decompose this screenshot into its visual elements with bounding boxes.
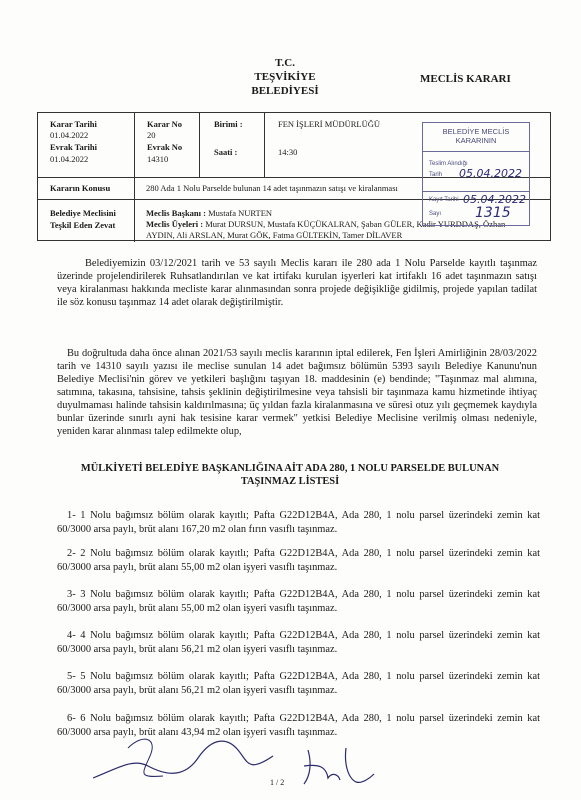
stamp-kayit-date: 05.04.2022	[463, 193, 526, 206]
stamp-teslim-date: 05.04.2022	[459, 167, 522, 180]
list-item: 5- 5 Nolu bağımsız bölüm olarak kayıtlı; Pafta G22D12B4A, Ada 280, 1 nolu parsel üzerindeki zemin kat 60/3000 arsa paylı, brüt alanı 56,21 m2 olan işyeri vasıflı taşınmaz.	[57, 671, 540, 696]
list-title: MÜLKİYETİ BELEDİYE BAŞKANLIĞINA AİT ADA 280, 1 NOLU PARSELDE BULUNAN	[80, 463, 500, 474]
karar-tarihi-label: Karar Tarihi	[50, 119, 97, 129]
birimi-value: FEN İŞLERİ MÜDÜRLÜĞÜ	[278, 119, 380, 129]
list-title-2: TAŞINMAZ LİSTESİ	[240, 476, 340, 487]
stamp-sayi: 1315	[475, 205, 511, 221]
karar-no-value: 20	[147, 130, 156, 140]
karar-tarihi-value: 01.04.2022	[50, 130, 89, 140]
stamp-kayit-label: Kayıt Tarihi	[429, 197, 459, 203]
list-item: 3- 3 Nolu bağımsız bölüm olarak kayıtlı; Pafta G22D12B4A, Ada 280, 1 nolu parsel üzerindeki zemin kat 60/3000 arsa paylı, brüt alanı 55,00 m2 olan işyeri vasıflı taşınmaz.	[57, 589, 540, 614]
stamp-divider	[423, 151, 529, 152]
registry-stamp	[422, 122, 530, 226]
signature-right	[298, 744, 378, 788]
header-tc: T.C.	[275, 57, 295, 69]
stamp-title-2: KARARININ	[455, 136, 497, 145]
meclis-label-2: Teşkil Eden Zevat	[50, 220, 116, 230]
evrak-no-value: 14310	[147, 154, 169, 164]
evrak-tarihi-value: 01.04.2022	[50, 154, 89, 164]
paragraph-2: Bu doğrultuda daha önce alınan 2021/53 sayılı meclis kararının iptal edilerek, Fen İşleri Amirliğinin 28/03/2022 tarih ve 14310 sayılı yazısı ile meclise sunulan 14 adet bağımsız bölümün 5393 sayılı Belediye Kanunu'nun Belediye Meclisi'nin görev ve yetkileri başlığını taşıyan 18. maddesinin (e) bendinde; "Taşınmaz mal alımına, satımına, takasına, tahsisine, tahsis şeklinin değiştirilmesine veya tahsisli bir taşınmaza kamu hizmetinde ihtiyaç duyulmaması halinde tahsisin kaldırılmasına; üç yıldan fazla kiralanmasına ve süresi otuz yılı geçmemek kaydıyla bunlar üzerinde sınırlı ayni hak tesisine karar vermek" yetkisi Belediye Meclisine verilmiş olması nedeniyle, yeniden karar alınması talep edilmekte olup,	[57, 348, 537, 437]
konu-label: Kararın Konusu	[50, 183, 111, 193]
paragraph-1: Belediyemizin 03/12/2021 tarih ve 53 sayılı Meclis kararı ile 280 ada 1 Nolu Parselde kayıtlı taşınmaz üzerinde projelendirilerek Ruhsatlandırılan ve kat irtifakı kurulan işyerleri kat irtifaklı 16 adet taşınmazın satışı veya kiralanması hakkında mecliste karar alınmasından sonra projede değişikliğe gidilmiş, projede yapılan tadilat ile söz konusu taşınmaz 14 adet olarak değiştirilmiştir.	[57, 258, 537, 308]
uyeler-label: Meclis Üyeleri :	[146, 219, 204, 229]
stamp-title-1: BELEDİYE MECLİS	[442, 127, 510, 136]
table-divider	[199, 113, 200, 177]
baskan-value: Mustafa NURTEN	[208, 208, 273, 218]
meclis-label: Belediye Meclisini	[50, 208, 116, 218]
evrak-no-label: Evrak No	[147, 142, 183, 152]
header-municipality-2: BELEDİYESİ	[251, 85, 319, 97]
stamp-tarih-label: Tarih	[429, 172, 443, 178]
stamp-teslim-label: Teslim Alındığı	[429, 161, 468, 167]
stamp-divider	[423, 191, 529, 192]
signature-left	[88, 728, 278, 788]
meclis-baskani	[146, 208, 272, 219]
stamp-title	[423, 127, 529, 145]
uyeler-value: Murat DURSUN, Mustafa KÜÇÜKALRAN, Şaban GÜLER, Kadir YURDDAŞ, Özhan	[205, 219, 506, 229]
karar-no-label: Karar No	[147, 119, 183, 129]
saati-label: Saati :	[214, 147, 238, 157]
header-municipality: TEŞVİKİYE	[254, 71, 316, 83]
list-item: 6- 6 Nolu bağımsız bölüm olarak kayıtlı; Pafta G22D12B4A, Ada 280, 1 nolu parsel üzerindeki zemin kat 60/3000 arsa paylı, brüt alanı 43,94 m2 olan işyeri vasıflı taşınmaz.	[57, 713, 540, 738]
municipality-header	[230, 56, 340, 98]
list-item: 1- 1 Nolu bağımsız bölüm olarak kayıtlı; Pafta G22D12B4A, Ada 280, 1 nolu parsel üzerindeki zemin kat 60/3000 arsa paylı, brüt alanı 167,20 m2 olan fırın vasıflı taşınmaz.	[57, 510, 540, 535]
meclis-uyeleri-2: AYDIN, Ali ARSLAN, Murat GÖK, Fatma GÜLTEKİN, Tamer DİLAVER	[146, 230, 403, 240]
saati-value: 14:30	[278, 147, 298, 157]
baskan-label: Meclis Başkanı :	[146, 208, 206, 218]
konu-value: 280 Ada 1 Nolu Parselde bulunan 14 adet taşınmazın satışı ve kiralanması	[146, 183, 398, 193]
list-item: 4- 4 Nolu bağımsız bölüm olarak kayıtlı; Pafta G22D12B4A, Ada 280, 1 nolu parsel üzerindeki zemin kat 60/3000 arsa paylı, brüt alanı 56,21 m2 olan işyeri vasıflı taşınmaz.	[57, 630, 540, 655]
birimi-label: Birimi :	[214, 119, 243, 129]
evrak-tarihi-label: Evrak Tarihi	[50, 142, 98, 152]
document-type: MECLİS KARARI	[420, 73, 511, 85]
table-divider	[134, 113, 135, 242]
page-number: 1 / 2	[270, 778, 285, 787]
table-divider	[264, 113, 265, 177]
stamp-sayi-label: Sayı	[429, 211, 442, 217]
list-item: 2- 2 Nolu bağımsız bölüm olarak kayıtlı; Pafta G22D12B4A, Ada 280, 1 nolu parsel üzerindeki zemin kat 60/3000 arsa paylı, brüt alanı 55,00 m2 olan işyeri vasıflı taşınmaz.	[57, 548, 540, 573]
